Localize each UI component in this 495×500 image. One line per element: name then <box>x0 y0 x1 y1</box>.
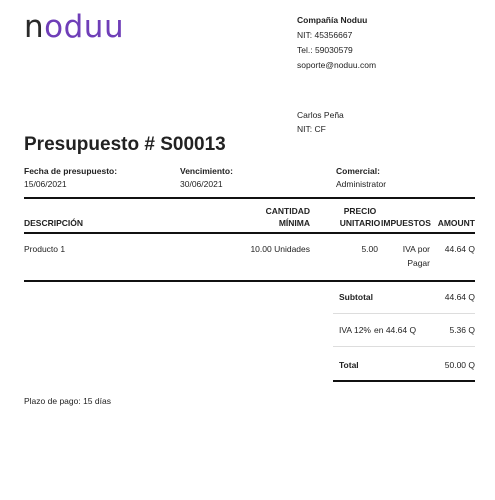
quote-date-value: 15/06/2021 <box>24 179 67 189</box>
row-quantity: 10.00 Unidades <box>250 244 310 254</box>
col-header-quantity <box>240 205 310 229</box>
company-phone: Tel.: 59030579 <box>297 45 353 55</box>
tax-value: 5.36 Q <box>449 325 475 335</box>
company-name: Compañía Noduu <box>297 15 368 25</box>
row-taxes-line1: IVA por <box>402 244 430 254</box>
due-date-value: 30/06/2021 <box>180 179 223 189</box>
company-email: soporte@noduu.com <box>297 60 377 70</box>
row-taxes <box>390 242 430 270</box>
col-header-price-line1: PRECIO <box>343 206 377 216</box>
subtotal-divider <box>333 313 475 314</box>
tax-base: en 44.64 Q <box>374 325 417 335</box>
client-nit: NIT: CF <box>297 124 326 134</box>
payment-terms: Plazo de pago: 15 días <box>24 396 111 406</box>
total-value: 50.00 Q <box>444 360 475 370</box>
logo-first-letter: n <box>24 9 45 45</box>
table-top-rule <box>24 197 475 199</box>
row-amount: 44.64 Q <box>444 244 475 254</box>
due-date-label: Vencimiento: <box>180 166 233 176</box>
quote-date-label: Fecha de presupuesto: <box>24 166 118 176</box>
col-header-quantity-line2: MÍNIMA <box>278 218 310 228</box>
col-header-description: DESCRIPCIÓN <box>24 218 84 228</box>
col-header-taxes: IMPUESTOS <box>381 218 431 228</box>
col-header-amount: AMOUNT <box>437 218 475 228</box>
salesperson-block <box>336 165 386 191</box>
row-unit-price: 5.00 <box>361 244 378 254</box>
tax-label: IVA 12% <box>339 325 371 335</box>
quote-date-block <box>24 165 117 191</box>
total-bottom-rule <box>333 380 475 382</box>
subtotal-value: 44.64 Q <box>444 292 475 302</box>
table-bottom-rule <box>24 280 475 282</box>
logo-rest: oduu <box>44 9 125 45</box>
table-header-rule <box>24 232 475 234</box>
salesperson-label: Comercial: <box>336 166 380 176</box>
row-description: Producto 1 <box>24 244 66 254</box>
salesperson-value: Administrator <box>336 179 387 189</box>
due-date-block <box>180 165 233 191</box>
total-label: Total <box>339 360 359 370</box>
col-header-price-line2: UNITARIO <box>339 218 381 228</box>
client-info <box>297 108 344 136</box>
subtotal-label: Subtotal <box>339 292 373 302</box>
company-nit: NIT: 45356667 <box>297 30 353 40</box>
client-name: Carlos Peña <box>297 110 344 120</box>
row-taxes-line2: Pagar <box>407 258 430 268</box>
col-header-quantity-line1: CANTIDAD <box>265 206 310 216</box>
col-header-unit-price <box>334 205 386 229</box>
company-info <box>297 13 376 73</box>
document-title: Presupuesto # S00013 <box>24 134 226 155</box>
tax-divider <box>333 346 475 347</box>
noduu-logo <box>24 10 124 44</box>
